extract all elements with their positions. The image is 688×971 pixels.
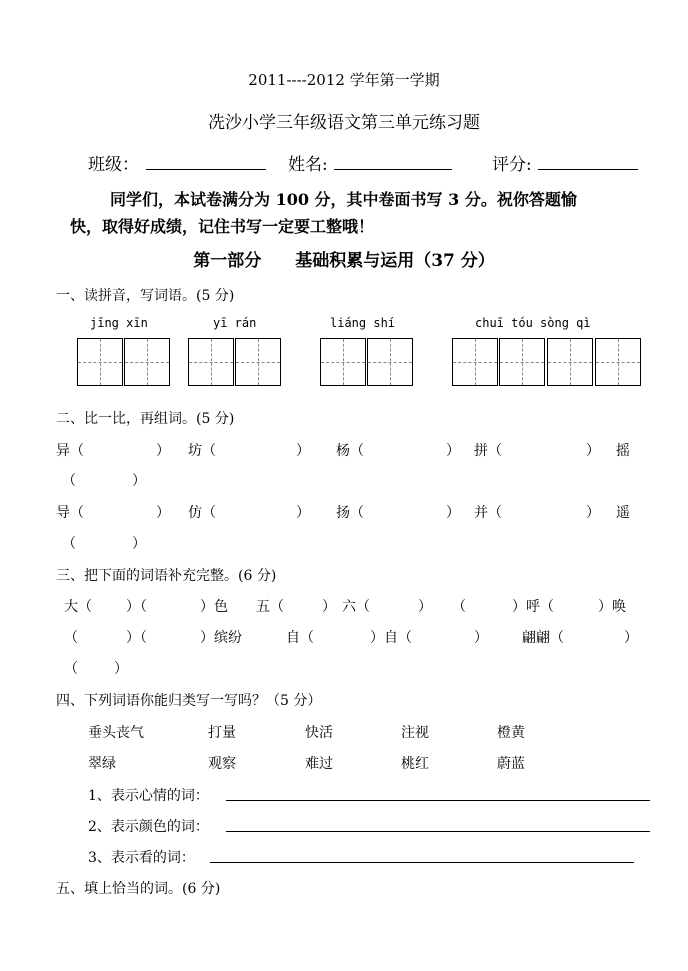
q2-row2-9: 遥 (616, 505, 630, 521)
q2-row1-4: ） (296, 443, 310, 459)
writing-box[interactable] (188, 338, 234, 386)
q3-line2-6: ） (474, 630, 488, 646)
q5-title: 五、填上恰当的词。(6 分) (56, 881, 221, 897)
class-label: 班级： (88, 155, 139, 175)
q2-row1-8: ） (586, 443, 600, 459)
q2-row1-3: 坊（ (188, 443, 216, 459)
q3-line1-9: ）呼（ (512, 599, 554, 615)
q2-row2-8: ） (586, 505, 600, 521)
q2-row2-2: ） (156, 505, 170, 521)
q4-item-mood: 1、表示心情的词： (88, 788, 209, 804)
q2-row1b-2: ） (132, 473, 146, 489)
q4-title: 四、下列词语你能归类写一写吗？（5 分） (56, 693, 322, 709)
q2-row1-1: 异（ (56, 443, 84, 459)
q3-line2-5: ）自（ (370, 630, 412, 646)
q3-line3-2: ） (114, 661, 128, 677)
q3-line1-6: 六（ (342, 599, 370, 615)
writing-box[interactable] (235, 338, 281, 386)
q2-row2-6: ） (446, 505, 460, 521)
writing-box[interactable] (452, 338, 498, 386)
class-field[interactable] (146, 150, 266, 170)
name-label: 姓名: (288, 155, 328, 175)
q3-line1-3: ）色 (200, 599, 228, 615)
q3-line2-4: 自（ (286, 630, 314, 646)
q3-line1-5: ） (322, 599, 336, 615)
writing-box[interactable] (547, 338, 593, 386)
answer-line-mood[interactable] (226, 800, 650, 801)
q2-row1b-1: （ (62, 473, 76, 489)
q2-row2-3: 仿（ (188, 505, 216, 521)
pinyin-4: chuī tóu sòng qì (475, 316, 591, 330)
part-title: 基础积累与运用（37 分） (295, 251, 495, 271)
q3-line2-3: ）缤纷 (200, 630, 242, 646)
q4-item-color: 2、表示颜色的词： (88, 819, 209, 835)
q2-title: 二、比一比，再组词。(5 分) (56, 411, 235, 427)
name-field[interactable] (334, 150, 452, 170)
q3-line2-7: 翩翩（ (522, 630, 564, 646)
part-label: 第一部分 (193, 251, 262, 271)
writing-box[interactable] (499, 338, 545, 386)
q4-word: 垂头丧气 (88, 725, 144, 741)
q4-item-look: 3、表示看的词： (88, 850, 195, 866)
q4-word: 注视 (401, 725, 429, 741)
intro-text: 同学们，本试卷满分为 100 分，其中卷面书写 3 分。祝你答题愉快，取得好成绩，记住书写一定要工整哦！ (70, 190, 577, 236)
q2-row2-7: 并（ (474, 505, 502, 521)
pinyin-1: jīng xīn (90, 316, 148, 330)
writing-box[interactable] (124, 338, 170, 386)
q3-title: 三、把下面的词语补充完整。(6 分) (56, 568, 277, 584)
writing-box[interactable] (367, 338, 413, 386)
q4-word: 打量 (208, 725, 236, 741)
q2-row2b-1: （ (62, 536, 76, 552)
q3-line2-2: ）（ (126, 630, 147, 646)
q4-word: 桃红 (401, 756, 429, 772)
q2-row1-6: ） (446, 443, 460, 459)
pinyin-3: liáng shí (330, 316, 396, 330)
q3-line3-1: （ (64, 661, 78, 677)
q4-word: 蔚蓝 (497, 756, 525, 772)
q2-row2-5: 扬（ (336, 505, 364, 521)
q3-line1-2: ）（ (126, 599, 147, 615)
q2-row2-4: ） (296, 505, 310, 521)
score-field[interactable] (538, 150, 638, 170)
q3-line1-10: ）唤 (598, 599, 626, 615)
q2-row1-2: ） (156, 443, 170, 459)
q3-line2-8: ） (624, 630, 638, 646)
part-heading (0, 246, 688, 271)
q4-word: 难过 (305, 756, 333, 772)
year-line: 2011----2012 学年第一学期 (248, 71, 440, 89)
q4-word: 橙黄 (497, 725, 525, 741)
answer-line-look[interactable] (210, 862, 634, 863)
pinyin-2: yī rán (213, 316, 257, 330)
q4-word: 观察 (208, 756, 236, 772)
score-label: 评分: (492, 155, 532, 175)
q3-line1-8: （ (452, 599, 466, 615)
q4-word: 快活 (305, 725, 333, 741)
q2-row1-5: 杨（ (336, 443, 364, 459)
q2-row2b-2: ） (132, 536, 146, 552)
q3-line1-1: 大（ (64, 599, 92, 615)
q1-title: 一、读拼音，写词语。(5 分) (56, 288, 235, 304)
q2-row1-9: 摇 (616, 443, 630, 459)
answer-line-color[interactable] (226, 831, 650, 832)
q2-row1-7: 拼（ (474, 443, 502, 459)
q3-line2-1: （ (64, 630, 78, 646)
q4-word: 翠绿 (88, 756, 116, 772)
q3-line1-7: ） (418, 599, 432, 615)
page-title: 冼沙小学三年级语文第三单元练习题 (208, 113, 480, 133)
q2-row2-1: 导（ (56, 505, 84, 521)
writing-box[interactable] (595, 338, 641, 386)
writing-box[interactable] (77, 338, 123, 386)
q3-line1-4: 五（ (256, 599, 284, 615)
writing-box[interactable] (320, 338, 366, 386)
